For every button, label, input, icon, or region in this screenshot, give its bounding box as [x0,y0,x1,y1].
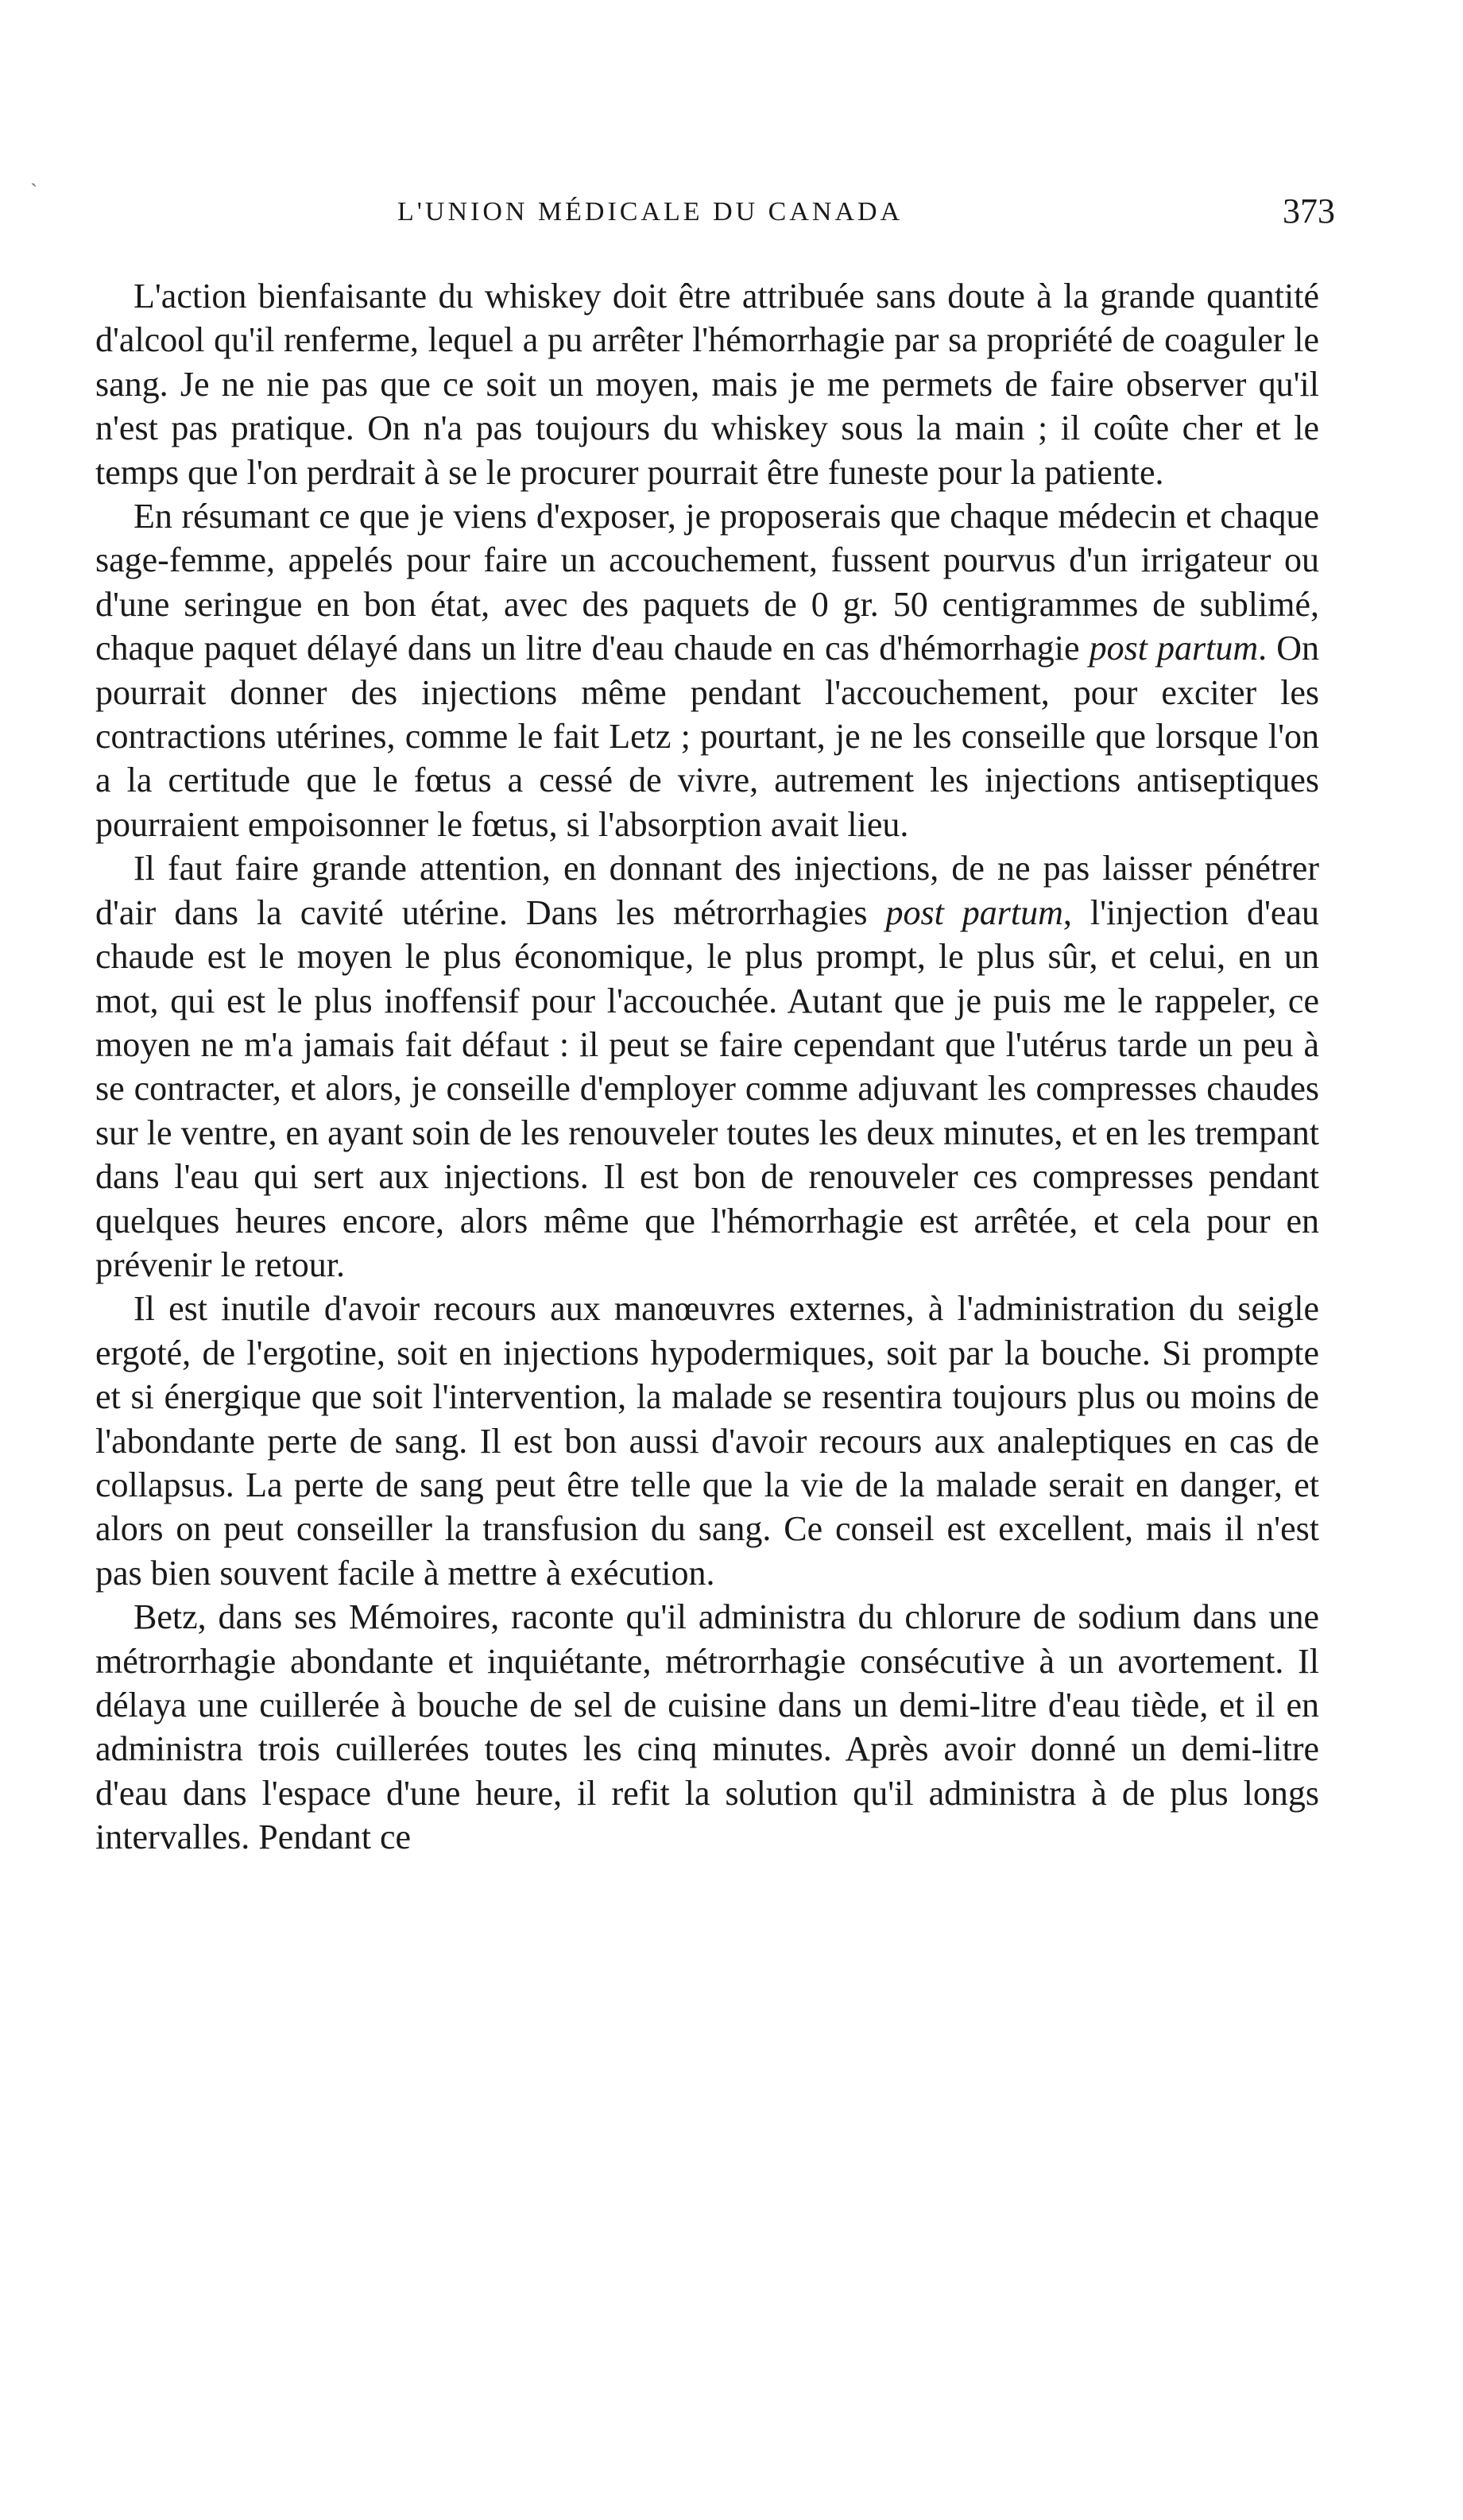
paragraph-text: Il faut faire grande attention, en donnant des injections, de ne pas laisser pénétrer d'air dans la cavité utérine. Dans les métrorrhagies [95,849,1319,932]
paragraph-whiskey: L'action bienfaisante du whiskey doit être attribuée sans doute à la grande quantité d'alcool qu'il renferme, lequel a pu arrêter l'hémorrhagie par sa propriété de coaguler le sang. Je ne nie pas que ce soit un moyen, mais je me permets de faire observer qu'il n'est pas pratique. On n'a pas toujours du whiskey sous la main ; il coûte cher et le temps que l'on perdrait à se le procurer pourrait être funeste pour la patiente. [95,277,1319,492]
scan-speck: ˎ [30,163,38,188]
running-head [95,191,1335,238]
page-number: 373 [1283,192,1335,230]
italic-term: post partum [885,892,1063,932]
running-title: L'UNION MÉDICALE DU CANADA [397,197,904,226]
paragraph-text: . On pourrait donner des injections même pendant l'accouchement, pour exciter les contractions utérines, comme le fait Letz ; pourtant, je ne les conseille que lorsque l'on a la certitude que le fœtus a cessé de vivre, autrement les injections antiseptiques pourraient empoisonner le fœtus, si l'absorption avait lieu. [95,629,1319,844]
paragraph-resume [95,494,1319,846]
paragraph-text: En résumant ce que je viens d'exposer, je proposerais que chaque médecin et chaque sage-femme, appelés pour faire un accouchement, fussent pourvus d'un irrigateur ou d'une seringue en bon état, avec des paquets de 0 gr. 50 centigrammes de sublimé, chaque paquet délayé dans un litre d'eau chaude en cas d'hémorrhagie [95,497,1319,668]
body-text [95,274,1319,1860]
italic-term: post partum [1089,629,1259,668]
paragraph-attention [95,846,1319,1287]
paragraph-manoeuvres: Il est inutile d'avoir recours aux manœuvres externes, à l'administration du seigle ergoté, de l'ergotine, soit en injections hypodermiques, soit par la bouche. Si prompte et si énergique que soit l'intervention, la malade se resentira toujours plus ou moins de l'abondante perte de sang. Il est bon aussi d'avoir recours aux analeptiques en cas de collapsus. La perte de sang peut être telle que la vie de la malade serait en danger, et alors on peut conseiller la transfusion du sang. Ce conseil est excellent, mais il n'est pas bien souvent facile à mettre à exécution. [95,1289,1319,1593]
paragraph-betz: Betz, dans ses Mémoires, raconte qu'il administra du chlorure de sodium dans une métrorrhagie abondante et inquiétante, métrorrhagie consécutive à un avortement. Il délaya une cuillerée à bouche de sel de cuisine dans un demi-litre d'eau tiède, et il en administra trois cuillerées toutes les cinq minutes. Après avoir donné un demi-litre d'eau dans l'espace d'une heure, il refit la solution qu'il administra à de plus longs intervalles. Pendant ce [95,1597,1319,1857]
paragraph-text: , l'injection d'eau chaude est le moyen le plus économique, le plus prompt, le plus sûr, et celui, en un mot, qui est le plus inoffensif pour l'accouchée. Autant que je puis me le rappeler, ce moyen ne m'a jamais fait défaut : il peut se faire cependant que l'utérus tarde un peu à se contracter, et alors, je conseille d'employer comme adjuvant les compresses chaudes sur le ventre, en ayant soin de les renouveler toutes les deux minutes, et en les trempant dans l'eau qui sert aux injections. Il est bon de renouveler ces compresses pendant quelques heures encore, alors même que l'hémorrhagie est arrêtée, et cela pour en prévenir le retour. [95,892,1319,1284]
